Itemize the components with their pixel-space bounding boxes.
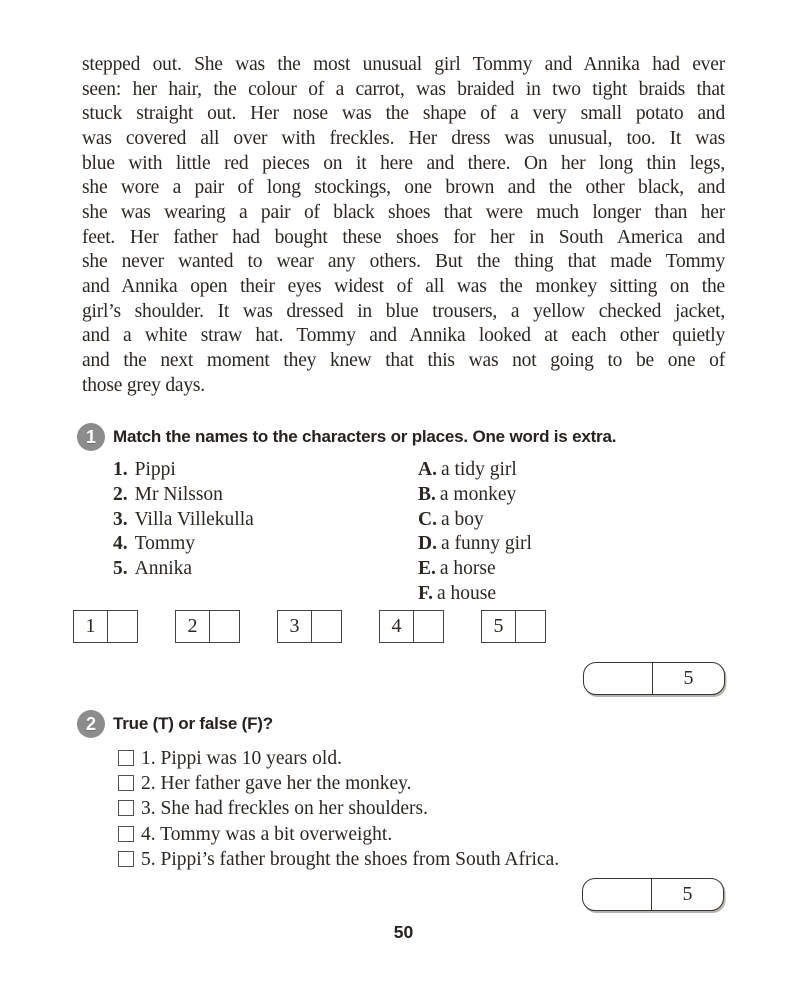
answer-cell[interactable] — [414, 611, 443, 642]
checkbox[interactable] — [118, 750, 134, 766]
match-name-item — [113, 508, 418, 533]
passage-line: and Annika open their eyes widest of all was the monkey sitting on the — [82, 275, 725, 297]
passage-line: she was wearing a pair of black shoes that were much longer than her — [82, 201, 725, 223]
passage-line: she never wanted to wear any others. But the thing that made Tommy — [82, 251, 725, 273]
checkbox[interactable] — [118, 775, 134, 791]
match-name-number: 3. — [113, 508, 128, 530]
true-false-item — [118, 822, 727, 847]
match-option-text: a tidy girl — [440, 459, 517, 480]
checkbox[interactable] — [118, 800, 134, 816]
match-name-text: Mr Nilsson — [134, 483, 223, 505]
exercise-1-header — [77, 423, 727, 451]
match-names-list — [113, 458, 418, 607]
passage-line: blue with little red pieces on it here and there. On her long thin legs, — [82, 152, 725, 174]
match-option-text: a funny girl — [440, 533, 532, 555]
true-false-item — [118, 746, 727, 771]
match-name-text: Tommy — [134, 533, 196, 555]
exercise-2-score-max: 5 — [682, 883, 693, 905]
checkbox[interactable] — [118, 826, 134, 842]
match-option-item — [418, 532, 532, 557]
match-option-letter: C. — [418, 508, 437, 530]
true-false-statement: 1. Pippi was 10 years old. — [141, 747, 342, 769]
match-name-number: 1. — [113, 459, 128, 480]
match-option-item — [418, 557, 532, 582]
true-false-item — [118, 847, 727, 872]
answer-cell[interactable] — [312, 611, 341, 642]
answer-box — [379, 610, 444, 643]
answer-box-number: 2 — [176, 611, 210, 642]
match-option-letter: F. — [418, 582, 433, 604]
exercise-1-title: Match the names to the characters or places. One word is extra. — [113, 427, 617, 446]
exercise-2 — [77, 710, 727, 872]
answer-box-number: 5 — [482, 611, 516, 642]
passage-line: and a white straw hat. Tommy and Annika looked at each other quietly — [82, 325, 725, 347]
match-name-item — [113, 557, 418, 582]
match-option-item — [418, 458, 532, 483]
answer-box — [175, 610, 240, 643]
match-option-item — [418, 508, 532, 533]
passage-line: girl’s shoulder. It was dressed in blue trousers, a yellow checked jacket, — [82, 300, 725, 322]
exercise-2-number-badge: 2 — [77, 710, 105, 738]
passage-line: stuck straight out. Her nose was the shape of a very small potato and — [82, 103, 725, 125]
exercise-1-score-max: 5 — [683, 667, 694, 689]
passage-line: feet. Her father had bought these shoes for her in South America and — [82, 226, 725, 248]
answer-box — [277, 610, 342, 643]
match-option-text: a monkey — [439, 483, 517, 505]
exercise-1-score-cell[interactable] — [584, 663, 653, 694]
true-false-statement: 3. She had freckles on her shoulders. — [141, 798, 429, 820]
checkbox[interactable] — [118, 851, 134, 867]
true-false-statement: 4. Tommy was a bit overweight. — [141, 823, 393, 845]
true-false-list — [118, 746, 727, 872]
match-option-letter: A. — [418, 459, 437, 480]
match-option-letter: B. — [418, 483, 436, 505]
answer-box-number: 3 — [278, 611, 312, 642]
answer-box — [73, 610, 138, 643]
reading-passage — [82, 53, 725, 398]
answer-cell[interactable] — [108, 611, 137, 642]
match-options-list — [418, 458, 532, 607]
match-name-text: Pippi — [134, 459, 176, 480]
match-name-text: Villa Villekulla — [134, 508, 254, 530]
match-option-text: a house — [437, 582, 497, 604]
exercise-1 — [77, 423, 727, 607]
answer-box — [481, 610, 546, 643]
match-option-item — [418, 483, 532, 508]
exercise-2-score-cell[interactable] — [583, 879, 652, 910]
passage-line: seen: her hair, the colour of a carrot, was braided in two tight braids that — [82, 78, 725, 100]
passage-line: those grey days. — [82, 374, 205, 396]
passage-line: stepped out. She was the most unusual girl Tommy and Annika had ever — [82, 54, 725, 75]
passage-line: was covered all over with freckles. Her dress was unusual, too. It was — [82, 127, 725, 149]
exercise-2-score-box — [582, 878, 724, 911]
match-name-item — [113, 458, 418, 483]
answer-box-number: 1 — [74, 611, 108, 642]
answer-cell[interactable] — [516, 611, 545, 642]
true-false-item — [118, 797, 727, 822]
match-name-item — [113, 532, 418, 557]
true-false-statement: 5. Pippi’s father brought the shoes from South Africa. — [141, 848, 560, 870]
answer-box-number: 4 — [380, 611, 414, 642]
exercise-1-number-badge: 1 — [77, 423, 105, 451]
match-option-item — [418, 582, 532, 607]
answer-cell[interactable] — [210, 611, 239, 642]
match-option-text: a boy — [440, 508, 484, 530]
match-option-letter: D. — [418, 533, 437, 555]
match-name-text: Annika — [134, 558, 193, 580]
match-name-number: 5. — [113, 558, 128, 580]
match-name-item — [113, 483, 418, 508]
true-false-item — [118, 771, 727, 796]
exercise-2-header — [77, 710, 727, 738]
page-number: 50 — [393, 922, 414, 942]
true-false-statement: 2. Her father gave her the monkey. — [141, 772, 412, 794]
passage-line: she wore a pair of long stockings, one brown and the other black, and — [82, 177, 725, 199]
answer-boxes-row — [73, 610, 546, 643]
match-name-number: 4. — [113, 533, 128, 555]
matching-lists — [113, 458, 727, 607]
exercise-1-score-box — [583, 662, 725, 695]
passage-line: and the next moment they knew that this was not going to be one of — [82, 349, 725, 371]
exercise-2-title: True (T) or false (F)? — [113, 714, 273, 733]
match-option-text: a horse — [439, 558, 496, 580]
match-option-letter: E. — [418, 558, 436, 580]
match-name-number: 2. — [113, 483, 128, 505]
